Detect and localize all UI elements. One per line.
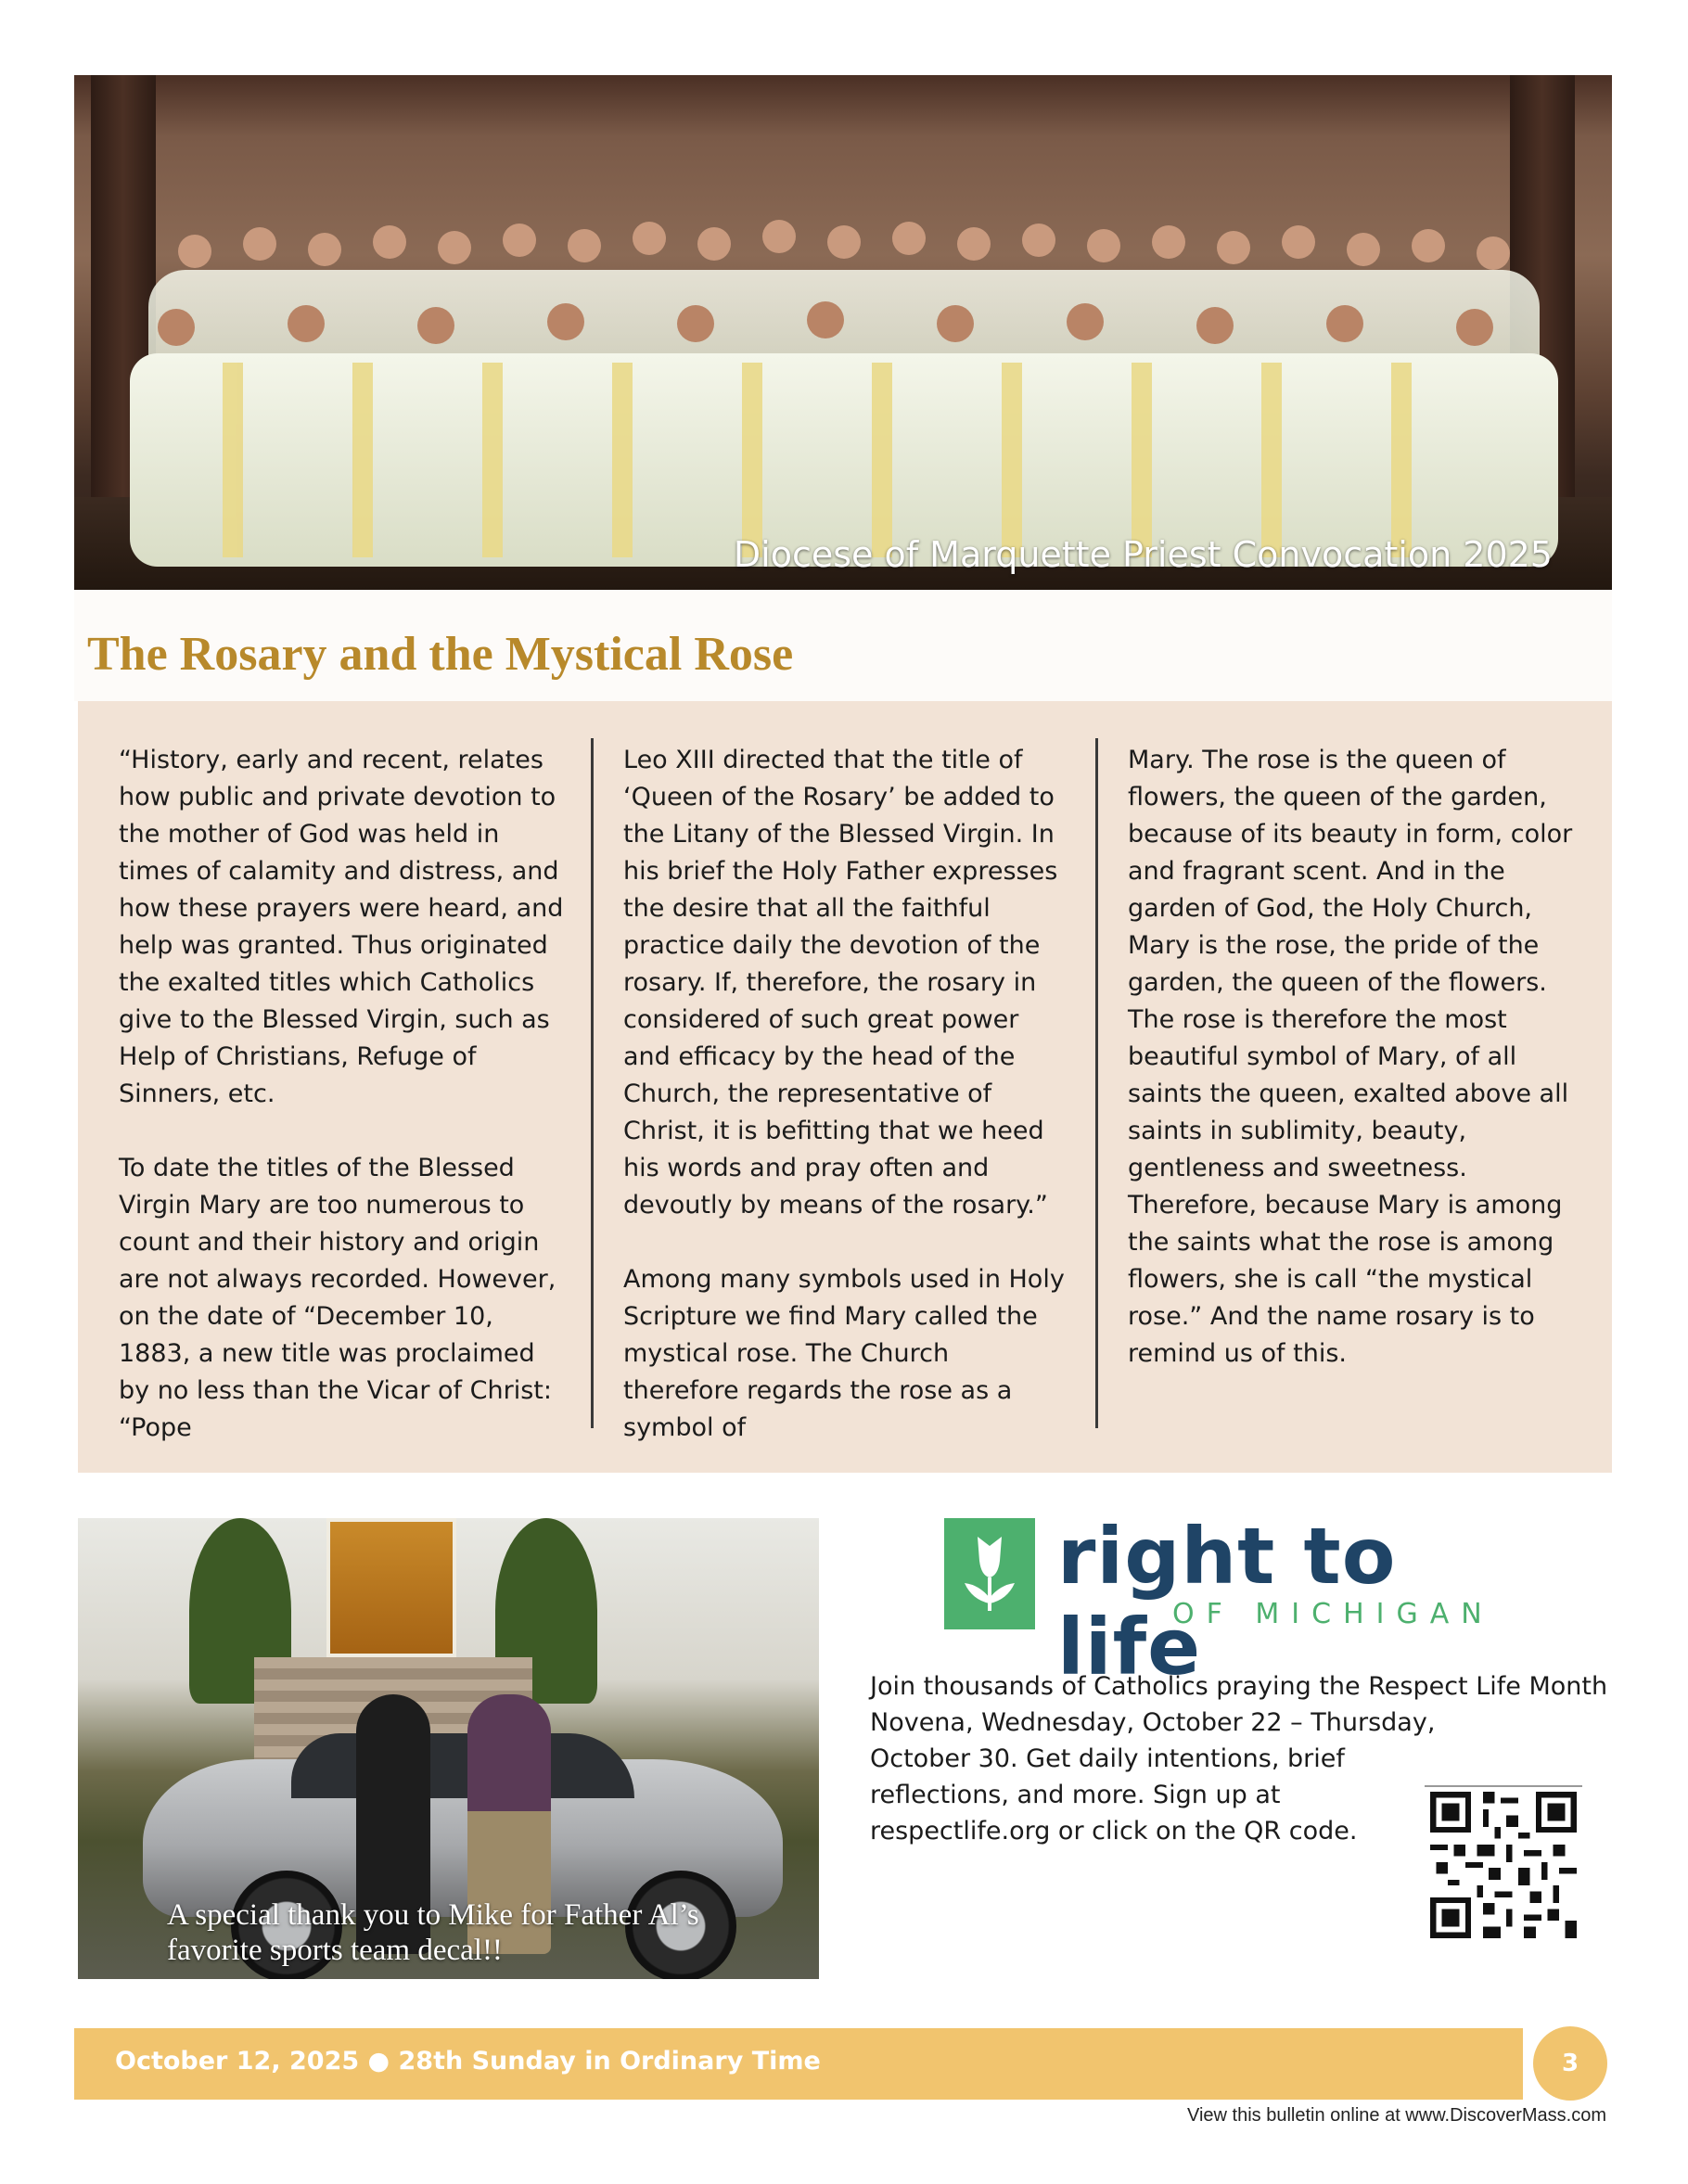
logo-subtitle: OF MICHIGAN — [1172, 1598, 1494, 1630]
caption-line: favorite sports team decal!! — [167, 1934, 503, 1967]
car-window — [291, 1733, 634, 1798]
article-box — [78, 701, 1612, 1473]
caption-line: A special thank you to Mike for Father Al’s — [167, 1898, 699, 1932]
article-column-2 — [623, 742, 1068, 1447]
qr-code-icon[interactable] — [1430, 1792, 1577, 1938]
article-column-1 — [119, 742, 564, 1447]
footer-bar — [74, 2028, 1523, 2100]
church-door — [326, 1518, 456, 1657]
announcement-line: reflections, and more. Sign up at — [870, 1781, 1281, 1809]
announcement-line: Novena, Wednesday, October 22 – Thursday, — [870, 1708, 1436, 1737]
tulip-icon — [944, 1518, 1035, 1629]
photo-caption — [167, 1897, 779, 1968]
paragraph: Among many symbols used in Holy Scripture we find Mary called the mystical rose. The Church therefore regards the rose as a symbol of — [623, 1265, 1065, 1442]
column-divider — [1095, 738, 1098, 1428]
paragraph: Mary. The rose is the queen of flowers, the queen of the garden, because of its beauty in form, color and fragrant scent. And in the garden of God, the Holy Church, Mary is the rose, the pride of the garden, the queen of the flowers. The rose is therefore the most beautiful symbol of Mary, of all saints the queen, exalted above all saints in sublimity, beauty, gentleness and sweetness. Therefore, because Mary is among the saints what the rose is among flowers, she is call “the mystical rose.” And the name rosary is to remind us of this. — [1128, 746, 1573, 1368]
car-decal-photo — [78, 1518, 819, 1979]
page-number: 3 — [1533, 2026, 1607, 2101]
qr-divider — [1425, 1785, 1582, 1787]
paragraph: “History, early and recent, relates how public and private devotion to the mother of God was held in times of calamity and distress, and how these prayers were heard, and help was granted. Thus originated the exalted titles which Catholics give to the Blessed Virgin, such as Help of Christians, Refuge of Sinners, etc. — [119, 746, 564, 1108]
priests-group-illustration — [111, 214, 1575, 585]
article-column-3 — [1128, 742, 1573, 1373]
column-divider — [591, 738, 594, 1428]
paragraph: To date the titles of the Blessed Virgin Mary are too numerous to count and their history and origin are not always recorded. However, on the date of “December 10, 1883, a new title was proclaimed by no less than the Vicar of Christ: “Pope — [119, 1154, 556, 1442]
photo-caption: Diocese of Marquette Priest Convocation 2025 — [733, 534, 1553, 575]
footer-date: October 12, 2025 ● 28th Sunday in Ordinary Time — [115, 2047, 821, 2075]
paragraph: Leo XIII directed that the title of ‘Queen of the Rosary’ be added to the Litany of the Blessed Virgin. In his brief the Holy Father expresses the desire that all the faithful practice daily the devotion of the rosary. If, therefore, the rosary in considered of such great power and efficacy by the head of the Church, the representative of Christ, it is befitting that we heed his words and pray often and devoutly by means of the rosary.” — [623, 746, 1058, 1220]
online-link-note[interactable]: View this bulletin online at www.DiscoverMass.com — [1186, 2105, 1606, 2126]
announcement-line: respectlife.org or click on the QR code. — [870, 1817, 1358, 1846]
announcement-line: October 30. Get daily intentions, brief — [870, 1744, 1345, 1773]
announcement-line: Join thousands of Catholics praying the Respect Life Month — [870, 1672, 1608, 1701]
article-title: The Rosary and the Mystical Rose — [87, 628, 794, 681]
logo-wordmark: right to life — [1057, 1511, 1397, 1692]
convocation-photo — [74, 75, 1612, 590]
